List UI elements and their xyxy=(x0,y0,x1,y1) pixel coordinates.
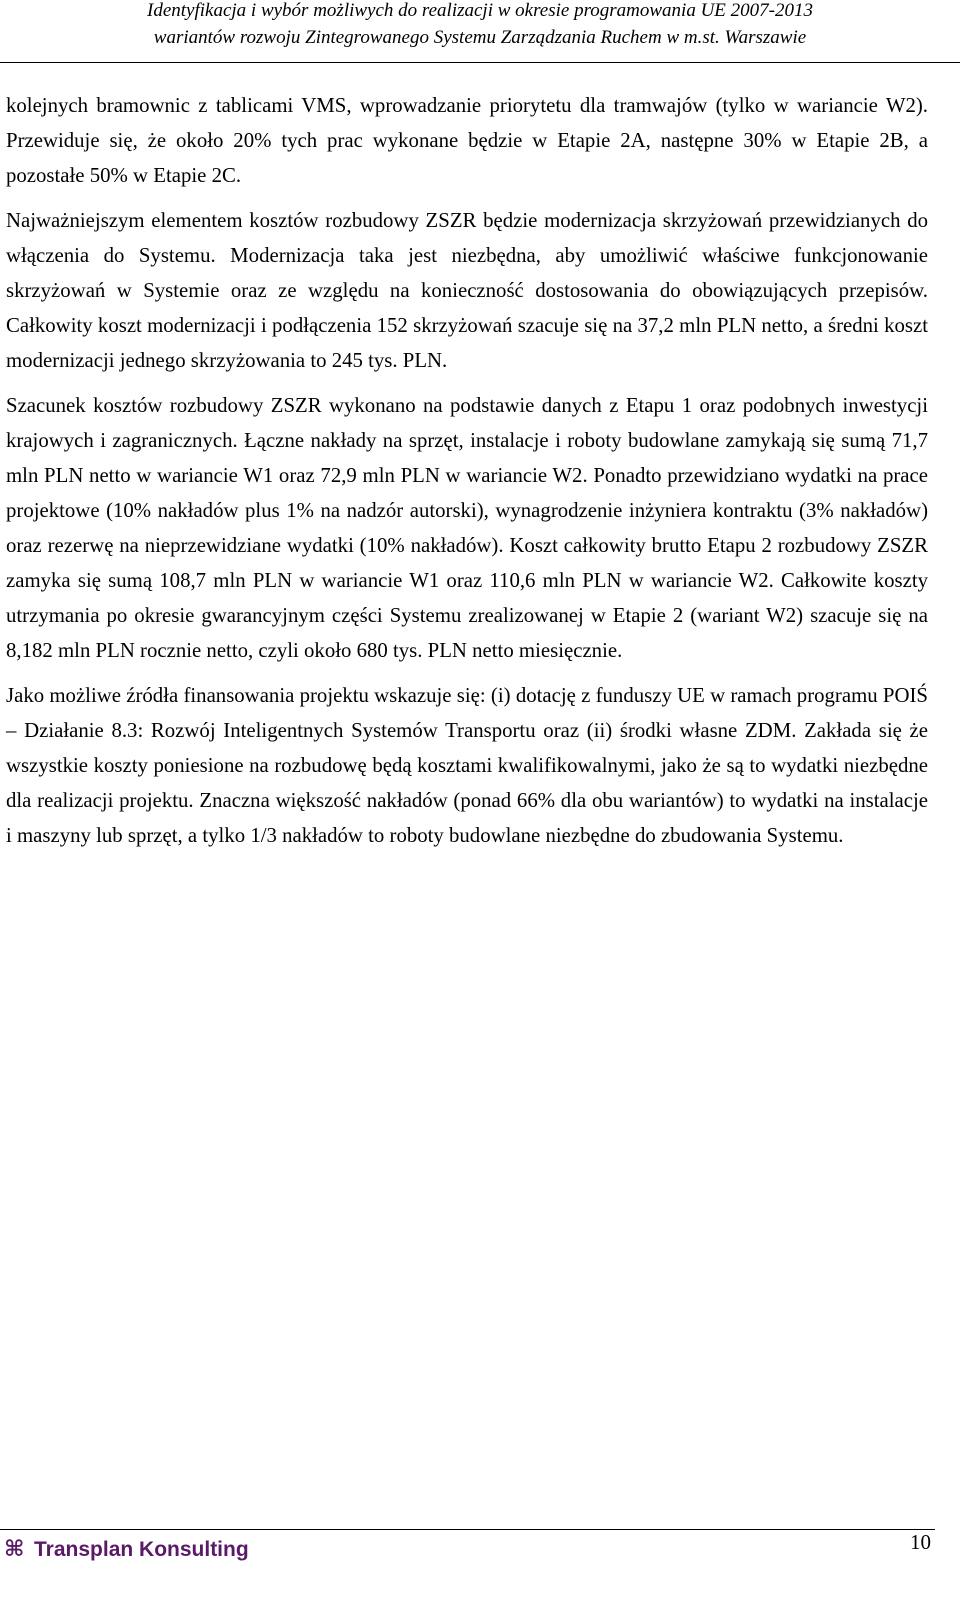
page-footer xyxy=(0,1529,935,1610)
paragraph-4: Jako możliwe źródła finansowania projektu wskazuje się: (i) dotację z funduszy UE w ramach programu POIŚ – Działanie 8.3: Rozwój Inteligentnych Systemów Transportu oraz (ii) środki własne ZDM. Zakłada się że wszystkie koszty poniesione na rozbudowę będą kosztami kwalifikowalnymi, jako że są to wydatki niezbędne dla realizacji projektu. Znaczna większość nakładów (ponad 66% dla obu wariantów) to wydatki na instalacje i maszyny lub sprzęt, a tylko 1/3 nakładów to roboty budowlane niezbędne do zbudowania Systemu. xyxy=(6,684,928,847)
header-title-line-2: wariantów rozwoju Zintegrowanego Systemu Zarządzania Ruchem w m.st. Warszawie xyxy=(153,27,807,48)
page-number: 10 xyxy=(910,1530,931,1554)
footer-brand xyxy=(4,1536,249,1562)
paragraph-3: Szacunek kosztów rozbudowy ZSZR wykonano na podstawie danych z Etapu 1 oraz podobnych inwestycji krajowych i zagranicznych. Łączne nakłady na sprzęt, instalacje i roboty budowlane zamykają się sumą 71,7 mln PLN netto w wariancie W1 oraz 72,9 mln PLN w wariancie W2. Ponadto przewidziano wydatki na prace projektowe (10% nakładów plus 1% na nadzór autorski), wynagrodzenie inżyniera kontraktu (3% nakładów) oraz rezerwę na nieprzewidziane wydatki (10% nakładów). Koszt całkowity brutto Etapu 2 rozbudowy ZSZR zamyka się sumą 108,7 mln PLN w wariancie W1 oraz 110,6 mln PLN w wariancie W2. Całkowite koszty utrzymania po okresie gwarancyjnym części Systemu zrealizowanej w Etapie 2 (wariant W2) szacuje się na 8,182 mln PLN rocznie netto, czyli około 680 tys. PLN netto miesięcznie. xyxy=(6,394,928,662)
page-header xyxy=(0,0,960,63)
brand-name: Transplan Konsulting xyxy=(34,1538,249,1561)
command-key-icon: ⌘ xyxy=(4,1536,25,1561)
header-title-line-1: Identyfikacja i wybór możliwych do realizacji w okresie programowania UE 2007-2013 xyxy=(147,0,813,21)
paragraph-1: kolejnych bramownic z tablicami VMS, wprowadzanie priorytetu dla tramwajów (tylko w wariancie W2). Przewiduje się, że około 20% tych prac wykonane będzie w Etapie 2A, następne 30% w Etapie 2B, a pozostałe 50% w Etapie 2C. xyxy=(6,94,928,187)
document-body xyxy=(6,88,928,863)
paragraph-2: Najważniejszym elementem kosztów rozbudowy ZSZR będzie modernizacja skrzyżowań przewidzianych do włączenia do Systemu. Modernizacja taka jest niezbędna, aby umożliwić właściwe funkcjonowanie skrzyżowań w Systemie oraz ze względu na konieczność dostosowania do obowiązujących przepisów. Całkowity koszt modernizacji i podłączenia 152 skrzyżowań szacuje się na 37,2 mln PLN netto, a średni koszt modernizacji jednego skrzyżowania to 245 tys. PLN. xyxy=(6,209,928,372)
